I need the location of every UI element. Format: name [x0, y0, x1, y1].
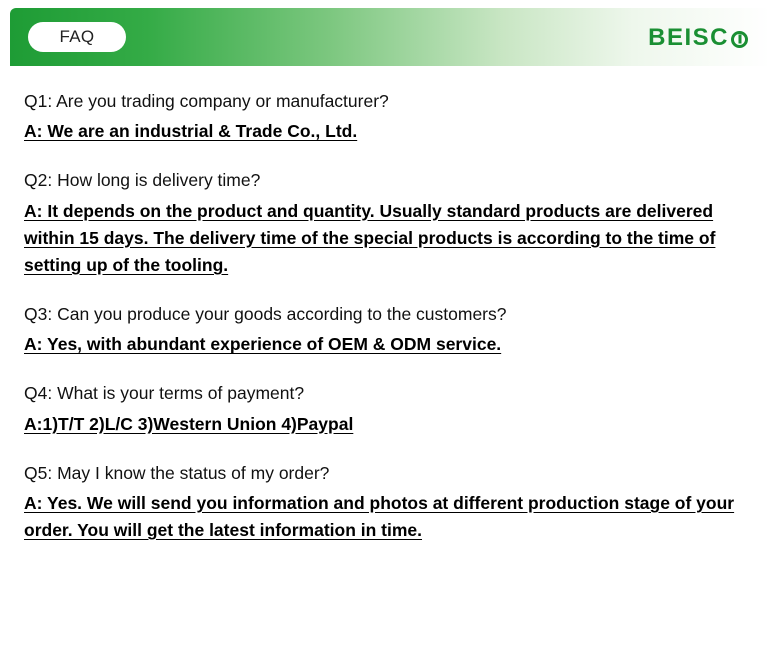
faq-answer: A:1)T/T 2)L/C 3)Western Union 4)Paypal	[24, 413, 354, 434]
header-tab-label: FAQ	[59, 27, 95, 46]
faq-item	[24, 88, 756, 145]
faq-answer: A: It depends on the product and quantity. Usually standard products are delivered within 15 days. The delivery time of the special products is according to the time of setting up of the tooling.	[24, 200, 716, 275]
faq-page	[0, 8, 780, 658]
faq-list	[0, 66, 780, 544]
faq-answer: A: We are an industrial & Trade Co., Ltd.	[24, 121, 358, 142]
faq-item	[24, 167, 756, 279]
faq-answer: A: Yes. We will send you information and photos at different production stage of your order. You will get the latest information in time.	[24, 493, 735, 541]
faq-question: Q2: How long is delivery time?	[24, 170, 261, 191]
faq-answer: A: Yes, with abundant experience of OEM & ODM service.	[24, 334, 502, 355]
page-header	[10, 8, 770, 66]
faq-question: Q4: What is your terms of payment?	[24, 383, 305, 404]
faq-item	[24, 301, 756, 358]
faq-question: Q3: Can you produce your goods according to the customers?	[24, 304, 507, 324]
circle-o-logo-icon	[731, 31, 748, 48]
brand-name: BEISC	[648, 24, 729, 51]
faq-item	[24, 460, 756, 545]
faq-item	[24, 380, 756, 437]
faq-question: Q5: May I know the status of my order?	[24, 462, 330, 483]
faq-question: Q1: Are you trading company or manufacturer?	[24, 91, 389, 111]
brand-logo	[648, 24, 748, 52]
header-tab-faq	[28, 22, 126, 52]
